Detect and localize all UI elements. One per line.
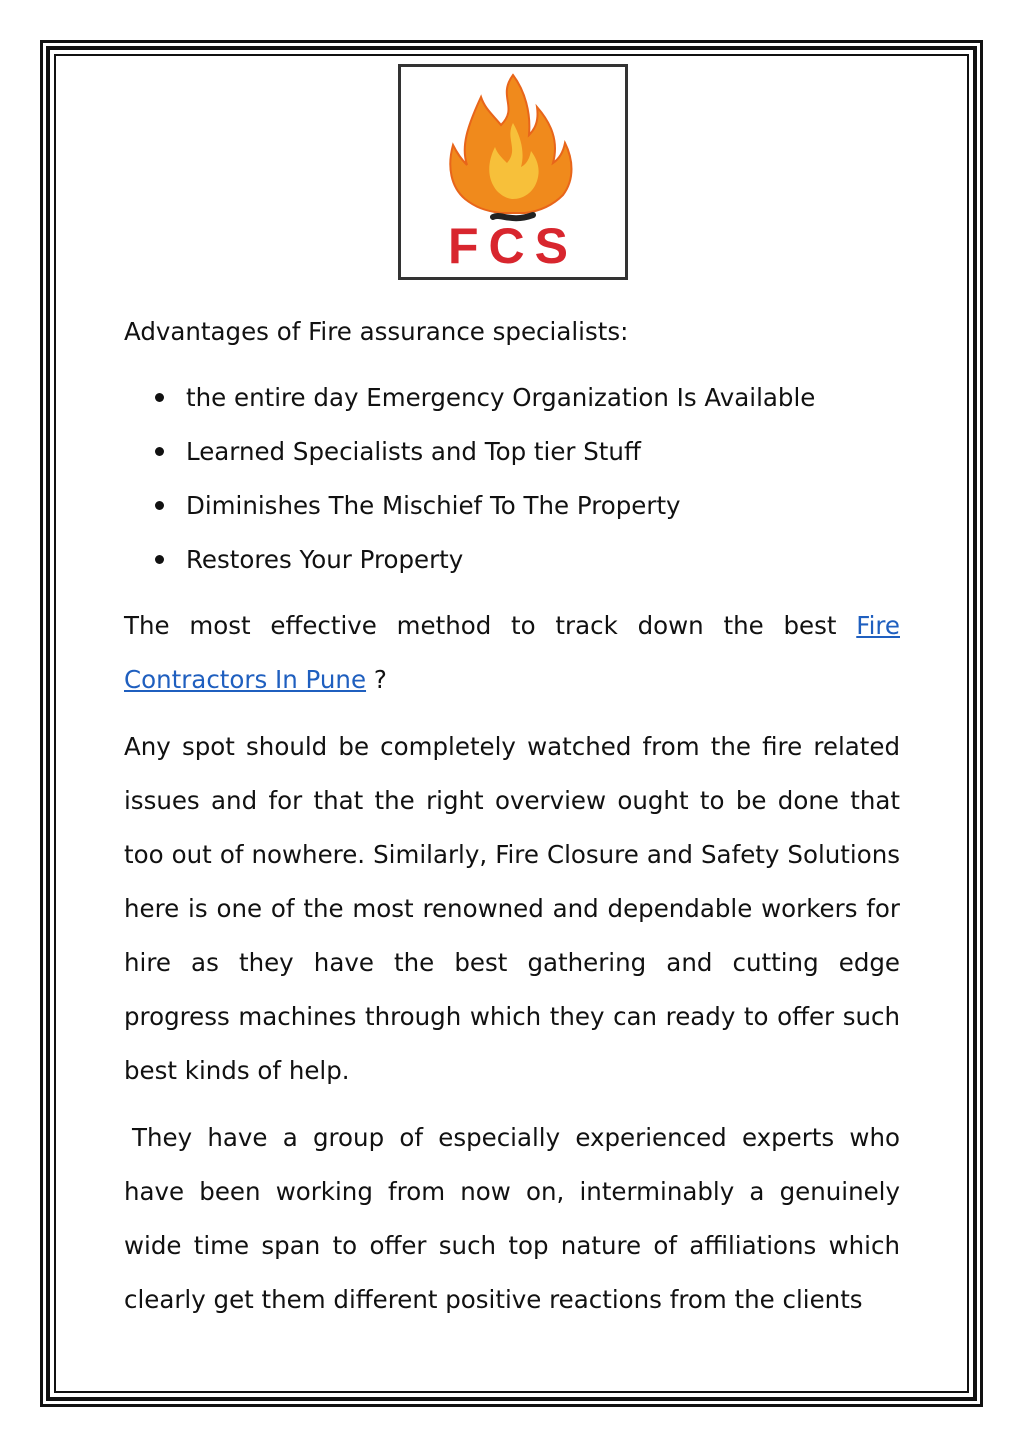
- body-paragraph-1: Any spot should be completely watched from the fire related issues and for that the right overview ought to be done that too out of nowhere. Similarly, Fire Closure and Safety Solutions here is one of the most renowned and dependable workers for hire as they have the best gathering and cutting edge progress machines through which they can ready to offer such best kinds of help.: [124, 732, 900, 1085]
- question-mark: ?: [366, 665, 387, 694]
- list-item: Learned Specialists and Top tier Stuff: [186, 425, 900, 479]
- advantages-list: [124, 371, 900, 587]
- logo-text: FCS: [448, 218, 578, 274]
- list-item: Restores Your Property: [186, 533, 900, 587]
- list-item: the entire day Emergency Organization Is Available: [186, 371, 900, 425]
- question-paragraph: [124, 599, 900, 707]
- list-item: Diminishes The Mischief To The Property: [186, 479, 900, 533]
- question-text: The most effective method to track down the best: [124, 611, 857, 640]
- section-heading: Advantages of Fire assurance specialists:: [124, 317, 629, 346]
- company-logo: [398, 64, 628, 280]
- document-body: [124, 305, 900, 1340]
- fire-contractors-link[interactable]: Fire Contractors In Pune: [124, 611, 900, 694]
- body-paragraph-2: They have a group of especially experienced experts who have been working from now on, interminably a genuinely wide time span to offer such top nature of affiliations which clearly get them different positive reactions from the clients: [124, 1123, 900, 1314]
